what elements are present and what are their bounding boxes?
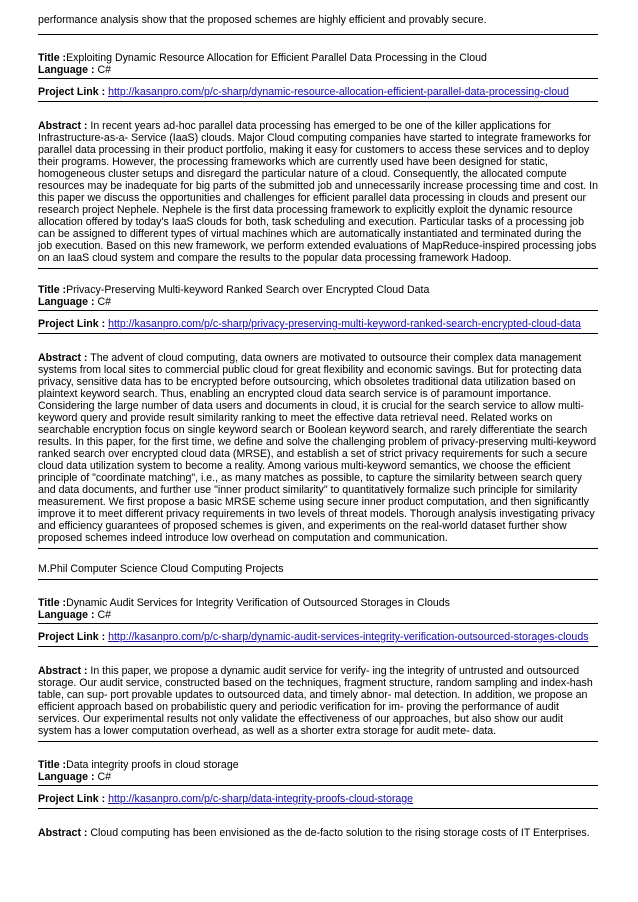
project-link[interactable]: http://kasanpro.com/p/c-sharp/privacy-preserving-multi-keyword-ranked-search-encrypted-cloud-data bbox=[108, 318, 581, 330]
title-label: Title : bbox=[38, 597, 67, 609]
abstract-label: Abstract : bbox=[38, 665, 88, 677]
abstract-text: The advent of cloud computing, data owners are motivated to outsource their complex data management systems from local sites to commercial public cloud for great flexibility and economic savings. But for protecting data privacy, sensitive data has to be encrypted before outsourcing, which obsoletes traditional data utilization based on plaintext keyword search. Thus, enabling an encrypted cloud data search service is of paramount importance. Considering the large number of data users and documents in cloud, it is crucial for the search service to allow multi-keyword query and provide result similarity ranking to meet the effective data retrieval need. Related works on searchable encryption focus on single keyword search or Boolean keyword search, and rarely differentiate the search results. In this paper, for the first time, we define and solve the challenging problem of privacy-preserving multi-keyword ranked search over encrypted cloud data (MRSE), and establish a set of strict privacy requirements for such a secure cloud data utilization system to become a reality. Among various multi-keyword semantics, we choose the efficient principle of "coordinate matching", i.e., as many matches as possible, to capture the similarity between search query and data documents, and further use "inner product similarity" to quantitatively formalize such principle for similarity measurement. We first propose a basic MRSE scheme using secure inner product computation, and then significantly improve it to meet different privacy requirements in two levels of threat models. Thorough analysis investigating privacy and efficiency guarantees of proposed schemes is given, and experiments on the real-world dataset further show proposed schemes indeed introduce low overhead on computation and communication. bbox=[38, 352, 597, 544]
abstract-text: In recent years ad-hoc parallel data processing has emerged to be one of the killer applications for Infrastructure-as-a- Service (IaaS) clouds. Major Cloud computing companies have started to integrate frameworks for parallel data processing in their product portfolio, making it easy for customers to access these services and to deploy their programs. However, the processing frameworks which are currently used have been designed for static, homogeneous cluster setups and disregard the particular nature of a cloud. Consequently, the allocated compute resources may be inadequate for big parts of the submitted job and unnecessarily increase processing time and cost. In this paper we discuss the opportunities and challenges for efficient parallel data processing in clouds and present our research project Nephele. Nephele is the first data processing framework to explicitly exploit the dynamic resource allocation offered by today's IaaS clouds for both, task scheduling and execution. Particular tasks of a processing job can be assigned to different types of virtual machines which are automatically instantiated and terminated during the job execution. Based on this new framework, we perform extended evaluations of MapReduce-inspired processing jobs on an IaaS cloud system and compare the results to the popular data processing framework Hadoop. bbox=[38, 120, 599, 264]
project-link[interactable]: http://kasanpro.com/p/c-sharp/data-integrity-proofs-cloud-storage bbox=[108, 793, 414, 805]
project-entry-1 bbox=[38, 35, 598, 269]
project-link-line bbox=[38, 86, 598, 98]
project-language: C# bbox=[97, 296, 112, 308]
project-link[interactable]: http://kasanpro.com/p/c-sharp/dynamic-audit-services-integrity-verification-outsourced-storages-clouds bbox=[108, 631, 589, 643]
project-language-line bbox=[38, 64, 598, 76]
abstract-text: In this paper, we propose a dynamic audit service for verify- ing the integrity of untrusted and outsourced storage. Our audit service, constructed based on the techniques, fragment structure, random sampling and index-hash table, can sup- port provable updates to outsourced data, and timely abnor- mal detection. In addition, we propose an efficient approach based on probabilistic query and periodic verification for im- proving the performance of audit services. Our experimental results not only validate the effectiveness of our approaches, but also show our audit system has a lower computation overhead, as well as a shorter extra storage for audit mete- data. bbox=[38, 665, 593, 737]
title-label: Title : bbox=[38, 284, 67, 296]
project-entry-2 bbox=[38, 269, 598, 549]
project-title-line bbox=[38, 597, 598, 609]
project-abstract bbox=[38, 827, 598, 839]
project-entry-3 bbox=[38, 580, 598, 742]
project-language: C# bbox=[97, 609, 112, 621]
project-abstract bbox=[38, 665, 598, 737]
project-title: Privacy-Preserving Multi-keyword Ranked Search over Encrypted Cloud Data bbox=[66, 284, 430, 296]
project-language: C# bbox=[97, 64, 112, 76]
intro-line: performance analysis show that the proposed schemes are highly efficient and provably secure. bbox=[38, 14, 487, 26]
project-link-label: Project Link : bbox=[38, 318, 106, 330]
project-link-line bbox=[38, 631, 598, 643]
project-language-line bbox=[38, 609, 598, 621]
language-label: Language : bbox=[38, 609, 95, 621]
document-page bbox=[38, 0, 598, 843]
project-abstract bbox=[38, 352, 598, 544]
language-label: Language : bbox=[38, 64, 95, 76]
section-heading-block bbox=[38, 549, 598, 579]
title-label: Title : bbox=[38, 52, 67, 64]
project-language: C# bbox=[97, 771, 112, 783]
project-title-line bbox=[38, 284, 598, 296]
abstract-label: Abstract : bbox=[38, 827, 88, 839]
project-title-line bbox=[38, 52, 598, 64]
project-link-label: Project Link : bbox=[38, 86, 106, 98]
project-title-line bbox=[38, 759, 598, 771]
project-title: Data integrity proofs in cloud storage bbox=[66, 759, 239, 771]
project-abstract bbox=[38, 120, 598, 264]
project-link[interactable]: http://kasanpro.com/p/c-sharp/dynamic-resource-allocation-efficient-parallel-data-processing-cloud bbox=[108, 86, 569, 98]
project-entry-4 bbox=[38, 742, 598, 843]
language-label: Language : bbox=[38, 296, 95, 308]
abstract-label: Abstract : bbox=[38, 120, 88, 132]
project-link-line bbox=[38, 318, 598, 330]
language-label: Language : bbox=[38, 771, 95, 783]
abstract-text: Cloud computing has been envisioned as the de-facto solution to the rising storage costs of IT Enterprises. bbox=[90, 827, 590, 839]
project-language-line bbox=[38, 771, 598, 783]
project-title: Dynamic Audit Services for Integrity Verification of Outsourced Storages in Clouds bbox=[66, 597, 450, 609]
project-title: Exploiting Dynamic Resource Allocation for Efficient Parallel Data Processing in the Cloud bbox=[66, 52, 487, 64]
section-heading: M.Phil Computer Science Cloud Computing Projects bbox=[38, 563, 284, 575]
project-link-label: Project Link : bbox=[38, 793, 106, 805]
title-label: Title : bbox=[38, 759, 67, 771]
project-link-label: Project Link : bbox=[38, 631, 106, 643]
project-link-line bbox=[38, 793, 598, 805]
abstract-label: Abstract : bbox=[38, 352, 88, 364]
project-language-line bbox=[38, 296, 598, 308]
